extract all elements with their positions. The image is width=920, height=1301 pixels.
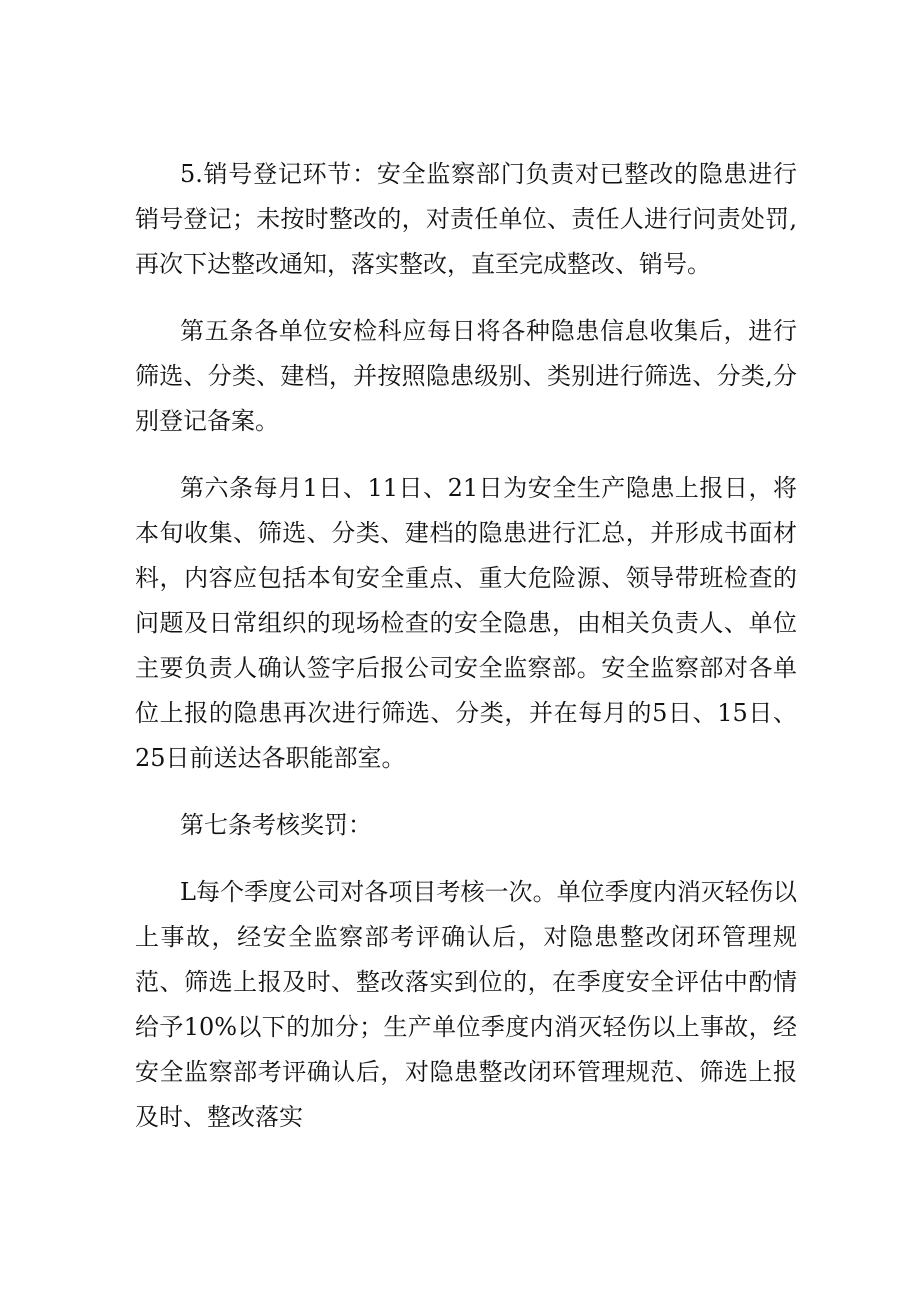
paragraph-article-7-item-1: L每个季度公司对各项目考核一次。单位季度内消灭轻伤以上事故，经安全监察部考评确认后，对隐患整改闭环管理规范、筛选上报及时、整改落实到位的，在季度安全评估中酌情给予10%以下的加分；生产单位季度内消灭轻伤以上事故，经安全监察部考评确认后，对隐患整改闭环管理规范、筛选上报及时、整改落实	[135, 878, 797, 1131]
paragraph-article-6: 第六条每月1日、11日、21日为安全生产隐患上报日，将本旬收集、筛选、分类、建档的隐患进行汇总，并形成书面材料，内容应包括本旬安全重点、重大危险源、领导带班检查的问题及日常组织的现场检查的安全隐患，由相关负责人、单位主要负责人确认签字后报公司安全监察部。安全监察部对各单位上报的隐患再次进行筛选、分类，并在每月的5日、15日、25日前送达各职能部室。	[135, 474, 797, 772]
paragraph-cancellation-registration: 5.销号登记环节：安全监察部门负责对已整改的隐患进行销号登记；未按时整改的，对责任单位、责任人进行问责处罚,再次下达整改通知，落实整改，直至完成整改、销号。	[135, 160, 797, 278]
paragraph-article-7-heading: 第七条考核奖罚：	[180, 811, 372, 839]
document-body	[135, 152, 797, 1140]
paragraph-article-5: 第五条各单位安检科应每日将各种隐患信息收集后，进行筛选、分类、建档，并按照隐患级别、类别进行筛选、分类,分别登记备案。	[135, 317, 797, 435]
